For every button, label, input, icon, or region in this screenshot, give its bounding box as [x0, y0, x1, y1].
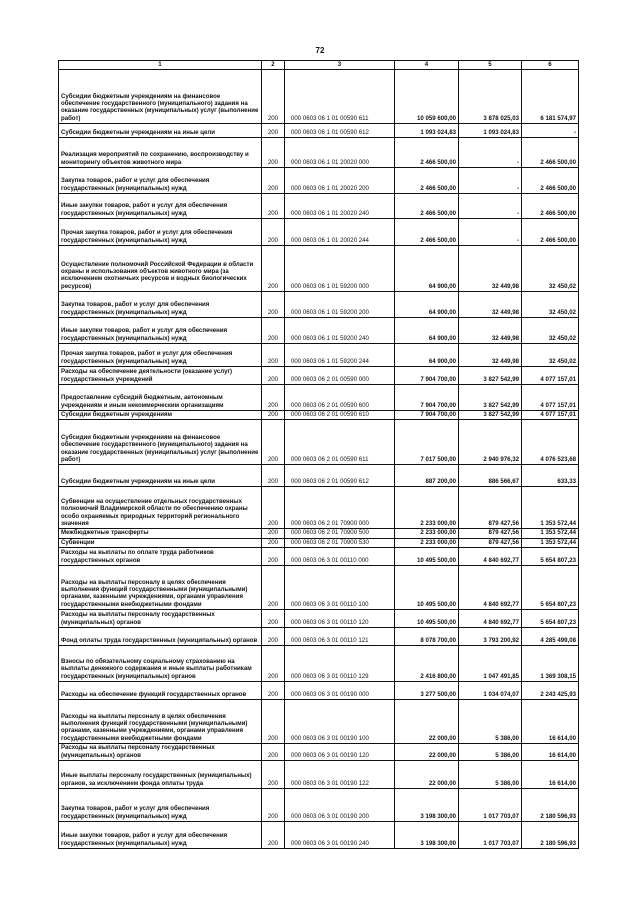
row-approved: 2 466 500,00: [395, 219, 459, 246]
table-row: [59, 538, 579, 547]
row-approved: 22 000,00: [395, 699, 459, 743]
row-executed: 2 940 976,32: [459, 420, 522, 465]
row-line-code: 200: [262, 821, 285, 848]
row-budget-code: 000 0603 06 2 01 00590 611: [285, 420, 395, 465]
row-budget-code: 000 0603 06 3 01 00110 120: [285, 609, 395, 627]
row-executed: 3 827 542,99: [459, 411, 522, 420]
row-budget-code: 000 0603 06 2 01 70900 500: [285, 529, 395, 538]
row-approved: 2 233 000,00: [395, 487, 459, 529]
row-name: Прочая закупка товаров, работ и услуг для обеспечения государственных (муниципальных) нужд: [59, 219, 262, 246]
row-budget-code: 000 0603 06 1 01 20020 240: [285, 194, 395, 219]
row-approved: 2 466 500,00: [395, 138, 459, 168]
row-line-code: 200: [262, 70, 285, 124]
table-row: [59, 367, 579, 385]
row-unexecuted: 5 654 807,23: [522, 609, 579, 627]
row-unexecuted: 32 450,02: [522, 344, 579, 367]
row-budget-code: 000 0603 06 1 01 00590 611: [285, 70, 395, 124]
row-unexecuted: 32 450,02: [522, 246, 579, 292]
row-unexecuted: -: [522, 124, 579, 138]
row-approved: 7 904 700,00: [395, 385, 459, 411]
row-unexecuted: 32 450,02: [522, 292, 579, 318]
row-unexecuted: 16 614,00: [522, 743, 579, 760]
header-col-4: 4: [395, 61, 459, 70]
row-approved: 3 277 500,00: [395, 681, 459, 699]
row-approved: 3 198 300,00: [395, 821, 459, 848]
row-executed: 3 878 025,03: [459, 70, 522, 124]
header-col-3: 3: [285, 61, 395, 70]
header-col-2: 2: [262, 61, 285, 70]
table-row: [59, 645, 579, 681]
table-row: [59, 246, 579, 292]
row-executed: 879 427,56: [459, 487, 522, 529]
table-row: [59, 609, 579, 627]
row-line-code: 200: [262, 760, 285, 788]
row-budget-code: 000 0603 06 3 01 00190 122: [285, 760, 395, 788]
row-unexecuted: 2 466 500,00: [522, 168, 579, 194]
row-approved: 10 495 500,00: [395, 547, 459, 565]
row-budget-code: 000 0603 06 3 01 00110 121: [285, 627, 395, 645]
row-executed: 1 047 491,85: [459, 645, 522, 681]
row-line-code: 200: [262, 529, 285, 538]
row-budget-code: 000 0603 06 2 01 00590 600: [285, 385, 395, 411]
row-approved: 2 466 500,00: [395, 194, 459, 219]
row-name: Закупка товаров, работ и услуг для обеспечения государственных (муниципальных) нужд: [59, 788, 262, 821]
row-name: Расходы на выплаты персоналу в целях обеспечения выполнения функций государственными (муниципальными) органами, казенными учреждениями, органами управления государственными внебюджетными фондами: [59, 699, 262, 743]
row-unexecuted: 5 654 807,23: [522, 565, 579, 609]
row-line-code: 200: [262, 487, 285, 529]
row-executed: 3 827 542,99: [459, 385, 522, 411]
row-budget-code: 000 0603 06 1 01 00590 612: [285, 124, 395, 138]
page-number: 72: [315, 46, 325, 55]
row-name: Расходы на обеспечение функций государственных органов: [59, 681, 262, 699]
row-budget-code: 000 0603 06 3 01 00190 120: [285, 743, 395, 760]
row-budget-code: 000 0603 06 1 01 59200 200: [285, 292, 395, 318]
row-name: Реализация мероприятий по сохранению, воспроизводству и мониторингу объектов животного мира: [59, 138, 262, 168]
row-unexecuted: 4 076 523,68: [522, 420, 579, 465]
budget-table: [58, 60, 579, 849]
row-executed: 4 840 692,77: [459, 547, 522, 565]
row-budget-code: 000 0603 06 1 01 20020 200: [285, 168, 395, 194]
row-line-code: 200: [262, 681, 285, 699]
row-line-code: 200: [262, 194, 285, 219]
row-name: Субвенции: [59, 538, 262, 547]
row-budget-code: 000 0603 06 3 01 00190 200: [285, 788, 395, 821]
row-unexecuted: 6 181 574,97: [522, 70, 579, 124]
row-executed: 886 566,67: [459, 465, 522, 487]
row-name: Фонд оплаты труда государственных (муниципальных) органов: [59, 627, 262, 645]
row-name: Расходы на выплаты персоналу в целях обеспечения выполнения функций государственными (муниципальными) органами, казенными учреждениями, органами управления государственными внебюджетными фондами: [59, 565, 262, 609]
table-row: [59, 344, 579, 367]
row-name: Иные закупки товаров, работ и услуг для обеспечения государственных (муниципальных) нужд: [59, 821, 262, 848]
row-unexecuted: 1 353 572,44: [522, 538, 579, 547]
row-name: Осуществление полномочий Российской Федерации в области охраны и использования объектов животного мира (за исключением охотничьих ресурсов и водных биологических ресурсов): [59, 246, 262, 292]
row-approved: 2 416 800,00: [395, 645, 459, 681]
table-row: [59, 219, 579, 246]
row-name: Расходы на выплаты персоналу государственных (муниципальных) органов: [59, 609, 262, 627]
table-row: [59, 743, 579, 760]
table-body: [59, 70, 579, 849]
row-budget-code: 000 0603 06 1 01 59200 244: [285, 344, 395, 367]
row-executed: 5 386,00: [459, 760, 522, 788]
row-approved: 22 000,00: [395, 743, 459, 760]
row-name: Субсидии бюджетным учреждениям на финансовое обеспечение государственного (муниципального) задания на оказание государственных (муниципальных) услуг (выполнение работ): [59, 70, 262, 124]
row-executed: 5 386,00: [459, 743, 522, 760]
row-budget-code: 000 0603 06 3 01 00110 100: [285, 565, 395, 609]
row-name: Субсидии бюджетным учреждениям на финансовое обеспечение государственного (муниципального) задания на оказание государственных (муниципальных) услуг (выполнение работ): [59, 420, 262, 465]
row-budget-code: 000 0603 06 2 01 70900 530: [285, 538, 395, 547]
row-executed: 4 840 692,77: [459, 609, 522, 627]
row-executed: 3 827 542,99: [459, 367, 522, 385]
row-budget-code: 000 0603 06 2 01 00590 000: [285, 367, 395, 385]
row-unexecuted: 4 077 157,01: [522, 411, 579, 420]
row-executed: 32 449,98: [459, 344, 522, 367]
row-unexecuted: 1 353 572,44: [522, 529, 579, 538]
row-line-code: 200: [262, 609, 285, 627]
row-unexecuted: 2 180 596,93: [522, 821, 579, 848]
row-approved: 7 904 700,00: [395, 367, 459, 385]
row-name: Закупка товаров, работ и услуг для обеспечения государственных (муниципальных) нужд: [59, 292, 262, 318]
row-unexecuted: 32 450,02: [522, 318, 579, 344]
row-budget-code: 000 0603 06 3 01 00190 000: [285, 681, 395, 699]
row-approved: 8 078 700,00: [395, 627, 459, 645]
row-budget-code: 000 0603 06 2 01 70900 000: [285, 487, 395, 529]
row-name: Межбюджетные трансферты: [59, 529, 262, 538]
row-approved: 10 059 600,00: [395, 70, 459, 124]
row-unexecuted: 2 466 500,00: [522, 138, 579, 168]
row-approved: 64 900,00: [395, 292, 459, 318]
row-executed: 1 093 024,83: [459, 124, 522, 138]
row-line-code: 200: [262, 743, 285, 760]
table-row: [59, 124, 579, 138]
row-approved: 64 900,00: [395, 246, 459, 292]
row-approved: 10 495 500,00: [395, 609, 459, 627]
table-row: [59, 681, 579, 699]
row-approved: 1 093 024,83: [395, 124, 459, 138]
row-line-code: 200: [262, 292, 285, 318]
row-approved: 2 233 000,00: [395, 529, 459, 538]
row-budget-code: 000 0603 06 3 01 00190 240: [285, 821, 395, 848]
row-name: Иные выплаты персоналу государственных (муниципальных) органов, за исключением фонда оплаты труда: [59, 760, 262, 788]
row-line-code: 200: [262, 411, 285, 420]
row-line-code: 200: [262, 367, 285, 385]
row-approved: 7 017 500,00: [395, 420, 459, 465]
table-row: [59, 70, 579, 124]
row-budget-code: 000 0603 06 3 01 00190 100: [285, 699, 395, 743]
row-line-code: 200: [262, 168, 285, 194]
table-row: [59, 487, 579, 529]
row-name: Расходы на выплаты персоналу государственных (муниципальных) органов: [59, 743, 262, 760]
header-row: [59, 61, 579, 70]
row-name: Субвенции на осуществление отдельных государственных полномочий Владимирской области по обеспечению охраны особо охраняемых природных территорий регионального значения: [59, 487, 262, 529]
row-line-code: 200: [262, 344, 285, 367]
table-row: [59, 465, 579, 487]
row-executed: -: [459, 168, 522, 194]
row-executed: -: [459, 138, 522, 168]
row-executed: -: [459, 194, 522, 219]
row-executed: 32 449,98: [459, 292, 522, 318]
row-approved: 2 466 500,00: [395, 168, 459, 194]
table-row: [59, 529, 579, 538]
row-executed: 32 449,98: [459, 318, 522, 344]
row-unexecuted: 4 077 157,01: [522, 385, 579, 411]
table-row: [59, 699, 579, 743]
row-unexecuted: 2 243 425,93: [522, 681, 579, 699]
row-unexecuted: 1 369 308,15: [522, 645, 579, 681]
row-unexecuted: 1 353 572,44: [522, 487, 579, 529]
row-name: Иные закупки товаров, работ и услуг для обеспечения государственных (муниципальных) нужд: [59, 318, 262, 344]
row-unexecuted: 5 654 807,23: [522, 547, 579, 565]
table-row: [59, 821, 579, 848]
row-line-code: 200: [262, 219, 285, 246]
row-executed: -: [459, 219, 522, 246]
row-executed: 1 017 703,07: [459, 788, 522, 821]
row-executed: 879 427,56: [459, 529, 522, 538]
table-row: [59, 318, 579, 344]
table-row: [59, 547, 579, 565]
row-unexecuted: 4 285 499,08: [522, 627, 579, 645]
table-row: [59, 168, 579, 194]
row-name: Предоставление субсидий бюджетным, автономным учреждениям и иным некоммерческим организациям: [59, 385, 262, 411]
row-approved: 10 495 500,00: [395, 565, 459, 609]
row-approved: 887 200,00: [395, 465, 459, 487]
table-row: [59, 411, 579, 420]
row-name: Субсидии бюджетным учреждениям на иные цели: [59, 465, 262, 487]
row-approved: 7 904 700,00: [395, 411, 459, 420]
row-executed: 3 793 200,92: [459, 627, 522, 645]
row-line-code: 200: [262, 385, 285, 411]
table-row: [59, 760, 579, 788]
row-name: Взносы по обязательному социальному страхованию на выплаты денежного содержания и иные выплаты работникам государственных (муниципальных) органов: [59, 645, 262, 681]
table-row: [59, 420, 579, 465]
row-unexecuted: 16 614,00: [522, 760, 579, 788]
table-row: [59, 788, 579, 821]
row-unexecuted: 633,33: [522, 465, 579, 487]
row-unexecuted: 4 077 157,01: [522, 367, 579, 385]
row-line-code: 200: [262, 246, 285, 292]
row-name: Субсидии бюджетным учреждениям: [59, 411, 262, 420]
row-budget-code: 000 0603 06 1 01 59200 240: [285, 318, 395, 344]
row-executed: 32 449,98: [459, 246, 522, 292]
row-executed: 5 386,00: [459, 699, 522, 743]
row-executed: 4 840 692,77: [459, 565, 522, 609]
table-row: [59, 194, 579, 219]
row-budget-code: 000 0603 06 2 01 00590 612: [285, 465, 395, 487]
table-row: [59, 138, 579, 168]
row-unexecuted: 2 466 500,00: [522, 219, 579, 246]
row-approved: 2 233 000,00: [395, 538, 459, 547]
row-executed: 879 427,56: [459, 538, 522, 547]
row-unexecuted: 2 466 500,00: [522, 194, 579, 219]
row-budget-code: 000 0603 06 1 01 59200 000: [285, 246, 395, 292]
row-line-code: 200: [262, 547, 285, 565]
row-line-code: 200: [262, 627, 285, 645]
row-line-code: 200: [262, 465, 285, 487]
row-budget-code: 000 0603 06 1 01 20020 244: [285, 219, 395, 246]
row-name: Расходы на выплаты по оплате труда работников государственных органов: [59, 547, 262, 565]
row-approved: 64 900,00: [395, 318, 459, 344]
row-executed: 1 017 703,07: [459, 821, 522, 848]
row-name: Прочая закупка товаров, работ и услуг для обеспечения государственных (муниципальных) нужд: [59, 344, 262, 367]
row-approved: 22 000,00: [395, 760, 459, 788]
row-line-code: 200: [262, 124, 285, 138]
row-approved: 3 198 300,00: [395, 788, 459, 821]
row-budget-code: 000 0603 06 1 01 20020 000: [285, 138, 395, 168]
row-line-code: 200: [262, 788, 285, 821]
row-name: Расходы на обеспечение деятельности (оказание услуг) государственных учреждений: [59, 367, 262, 385]
row-unexecuted: 2 180 596,93: [522, 788, 579, 821]
row-line-code: 200: [262, 318, 285, 344]
table-row: [59, 385, 579, 411]
row-line-code: 200: [262, 699, 285, 743]
row-line-code: 200: [262, 645, 285, 681]
table-row: [59, 627, 579, 645]
header-col-1: 1: [59, 61, 262, 70]
header-col-6: 6: [522, 61, 579, 70]
row-line-code: 200: [262, 138, 285, 168]
row-budget-code: 000 0603 06 3 01 00110 129: [285, 645, 395, 681]
table-row: [59, 565, 579, 609]
row-line-code: 200: [262, 538, 285, 547]
row-budget-code: 000 0603 06 3 01 00110 000: [285, 547, 395, 565]
row-name: Иные закупки товаров, работ и услуг для обеспечения государственных (муниципальных) нужд: [59, 194, 262, 219]
row-budget-code: 000 0603 06 2 01 00590 610: [285, 411, 395, 420]
table-row: [59, 292, 579, 318]
row-name: Субсидии бюджетным учреждениям на иные цели: [59, 124, 262, 138]
row-unexecuted: 16 614,00: [522, 699, 579, 743]
row-line-code: 200: [262, 420, 285, 465]
row-approved: 64 900,00: [395, 344, 459, 367]
header-col-5: 5: [459, 61, 522, 70]
row-name: Закупка товаров, работ и услуг для обеспечения государственных (муниципальных) нужд: [59, 168, 262, 194]
row-line-code: 200: [262, 565, 285, 609]
row-executed: 1 034 074,07: [459, 681, 522, 699]
